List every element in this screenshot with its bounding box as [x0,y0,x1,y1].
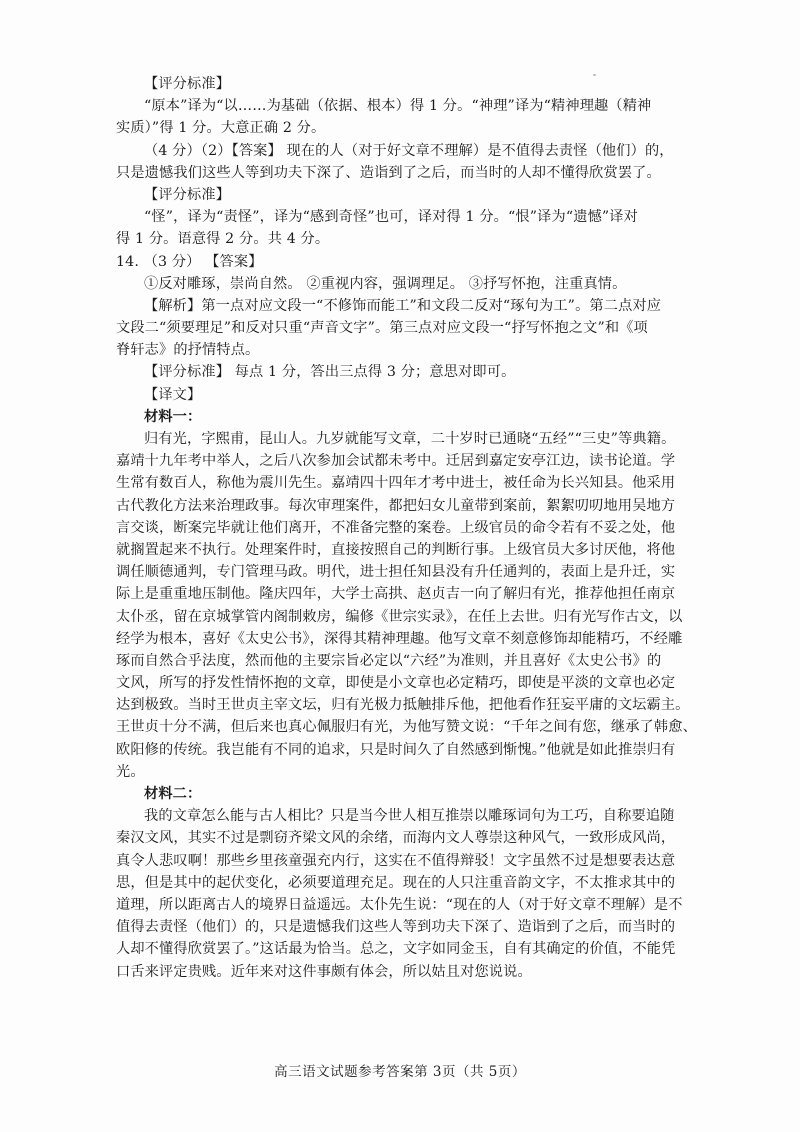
text-line: （4 分）（2）【答案】 现在的人（对于好文章不理解）是不值得去责怪（他们）的， [144,142,674,159]
text-line: 太仆丞，留在京城掌管内阁制敕房，编修《世宗实录》，在任上去世。归有光写作古文，以 [116,608,683,625]
text-line: 我的文章怎么能与古人相比？只是当今世人相互推崇以雕琢词句为工巧，自称要追随 [144,808,675,825]
text-line: 王世贞十分不满，但后来也真心佩服归有光，为他写赞文说：“千年之间有您，继承了韩愈、 [116,719,697,736]
text-line: 际上是重重地压制他。隆庆四年，大学士高拱、赵贞吉一向了解归有光，推荐他担任南京 [116,586,676,603]
text-line: “怪”，译为“责怪”，译为“感到奇怪”也可，译对得 1 分。“恨”译为“遗憾”译对 [144,209,638,226]
scoring-heading: 【评分标准】 [144,76,231,92]
page-footer: 高三语文试题参考答案第 3页（共 5页） [274,1064,526,1080]
text-line: 思，但是其中的起伏变化，必须要道理充足。现在的人只注重音韵文字，不太推求其中的 [116,874,676,891]
text-line: 琢而自然合乎法度，然而他的主要宗旨必定以“六经”为准则，并且喜好《太史公书》的 [116,652,662,669]
material-two-heading: 材料二： [144,786,202,802]
text-line: 调任顺德通判，专门管理马政。明代，进士担任知县没有升任通判的，表面上是升迁，实 [116,564,676,581]
text-line: 人却不懂得欣赏罢了。”这话最为恰当。总之，文字如同金玉，自有其确定的价值，不能凭 [116,941,676,958]
text-line: 言交谈，断案完毕就让他们离开，不准备完整的案卷。上级官员的命令若有不妥之处，他 [116,519,676,536]
text-line: 归有光，字熙甫，昆山人。九岁就能写文章，二十岁时已通晓“五经”“三史”等典籍。 [144,431,676,447]
scoring-heading: 【评分标准】 [144,186,231,203]
text-line: 达到极致。当时王世贞主宰文坛，归有光极力抵触排斥他，把他看作狂妄平庸的文坛霸主。 [116,697,690,714]
text-line: 只是遗憾我们这些人等到功夫下深了、造诣到了之后，而当时的人却不懂得欣赏罢了。 [116,164,661,181]
text-line: 【解析】第一点对应文段一“不修饰而能工”和文段二反对“琢句为工”。第二点对应 [144,297,662,314]
text-line: 真令人悲叹啊！那些乡里孩童强充内行，这实在不值得辩驳！文字虽然不过是想要表达意 [116,852,676,869]
text-line: 实质）”得 1 分。大意正确 2 分。 [116,120,326,137]
text-line: 【评分标准】 每点 1 分，答出三点得 3 分；意思对即可。 [144,364,516,381]
text-line: 秦汉文风，其实不过是剽窃齐梁文风的余绪，而海内文人尊崇这种风气，一致形成风尚， [116,830,676,847]
material-one-heading: 材料一： [144,408,202,425]
text-line: 脊轩志》的抒情特点。 [116,342,260,359]
text-line: 就搁置起来不执行。处理案件时，直接按照自己的判断行事。上级官员大多讨厌他，将他 [116,541,676,558]
text-line: 值得去责怪（他们）的，只是遗憾我们这些人等到功夫下深了、造诣到了之后，而当时的 [116,919,676,936]
text-line: 道理，所以距离古人的境界日益遥远。太仆先生说：“现在的人（对于好文章不理解）是不 [116,896,683,913]
text-line: 文段二“须要理足”和反对只重“声音文字”。第三点对应文段一“抒写怀抱之文”和《项 [116,320,648,337]
text-line: “原本”译为“以……为基础（依据、根本）得 1 分。“神理”译为“精神理趣（精神 [144,98,652,115]
text-line: 经学为根本，喜好《太史公书》，深得其精神理趣。他写文章不刻意修饰却能精巧，不经雕 [116,630,683,647]
text-line: ①反对雕琢，崇尚自然。 ②重视内容，强调理足。 ③抒写怀抱，注重真情。 [144,275,627,292]
question-heading: 14. （3 分） 【答案】 [116,253,263,270]
text-line: 生常有数百人，称他为震川先生。嘉靖四十四年才考中进士，被任命为长兴知县。他采用 [116,475,676,492]
text-line: 光。 [116,763,145,780]
text-line: 欧阳修的传统。我岂能有不同的追求，只是时间久了自然感到惭愧。”他就是如此推崇归有 [116,741,676,758]
scan-speck [593,74,596,76]
text-line: 口舌来评定贵贱。近年来对这件事颇有体会，所以姑且对您说说。 [116,963,532,980]
text-line: 得 1 分。语意得 2 分。共 4 分。 [116,231,330,248]
text-line: 古代教化方法来治理政事。每次审理案件，都把妇女儿童带到案前，絮絮叨叨地用吴地方 [116,497,676,514]
translation-heading: 【译文】 [144,386,202,403]
text-line: 文风，所写的抒发性情怀抱的文章，即使是小文章也必定精巧，即使是平淡的文章也必定 [116,675,676,692]
text-line: 嘉靖十九年考中举人，之后八次参加会试都未考中。迁居到嘉定安亭江边，读书论道。学 [116,453,676,470]
answer-text-body [116,73,697,983]
